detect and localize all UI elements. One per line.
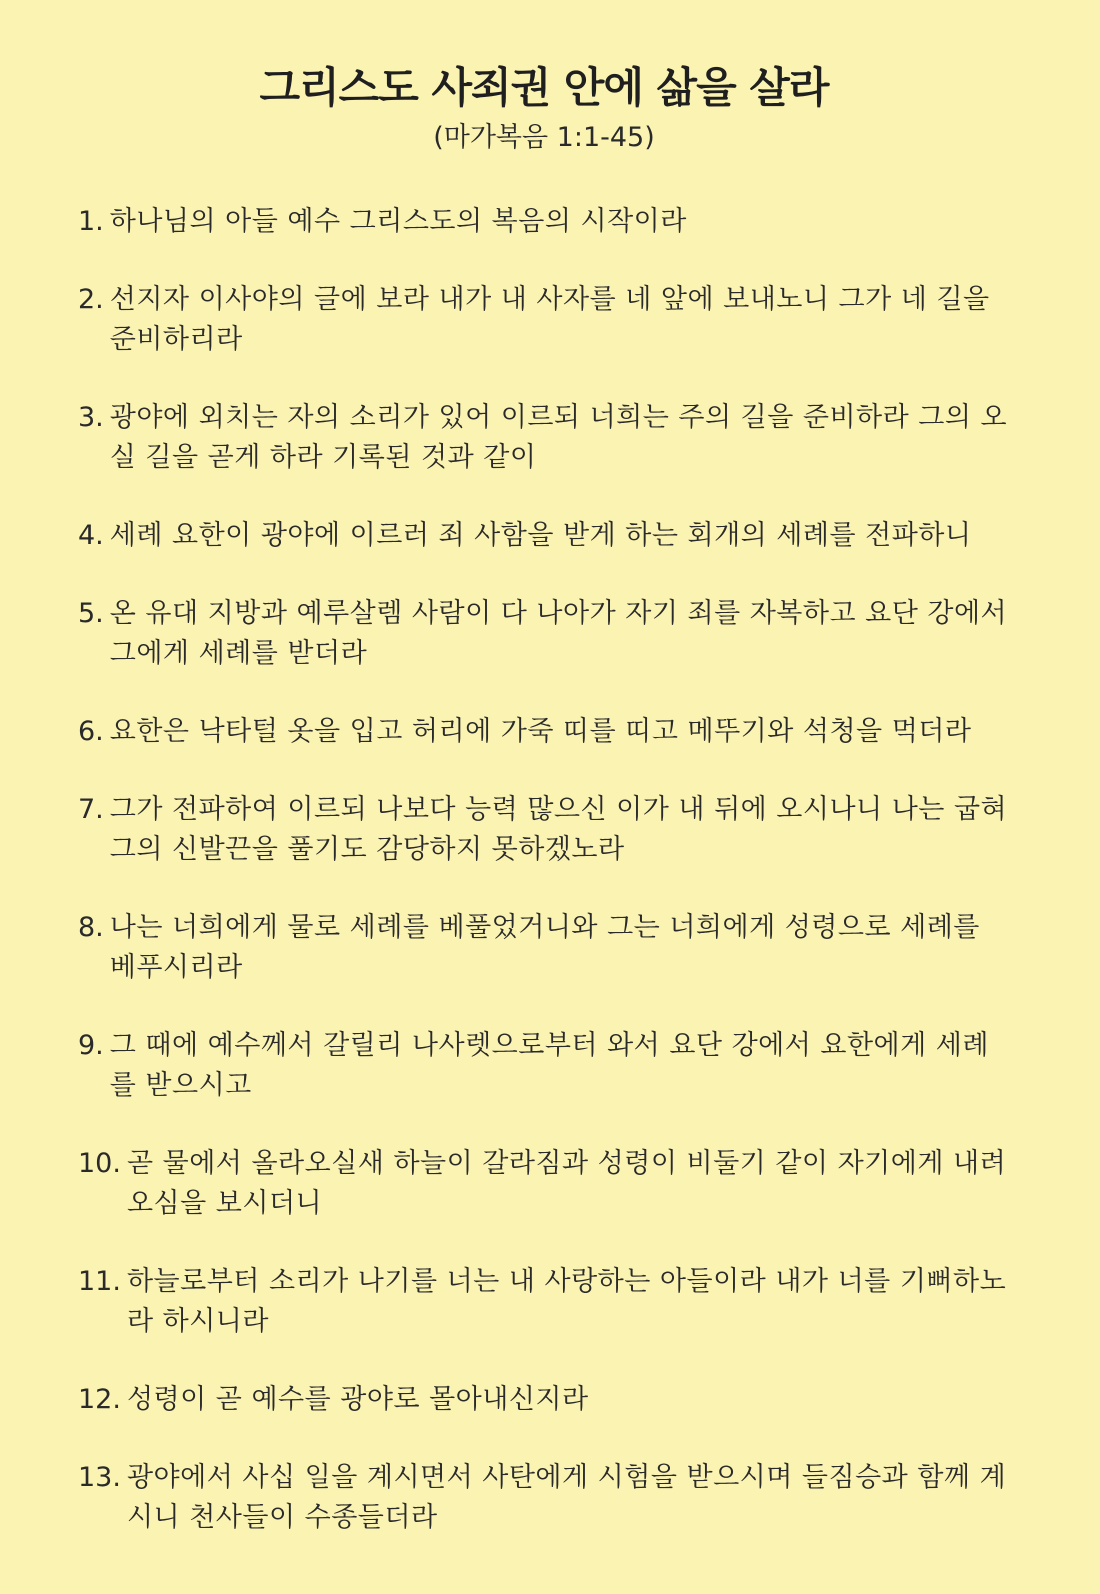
verse-number: 5. (78, 598, 104, 629)
scripture-reference: (마가복음 1:1-45) (433, 122, 655, 153)
verse-item (78, 790, 1010, 870)
verse-text: 광야에 외치는 자의 소리가 있어 이르되 너희는 주의 길을 준비하라 그의 오실 길을 곧게 하라 기록된 것과 같이 (109, 402, 1008, 473)
verse-item (78, 1380, 1010, 1420)
verse-number: 11. (78, 1266, 121, 1297)
verse-item (78, 712, 1010, 752)
verse-item (78, 1026, 1010, 1106)
verse-number: 2. (78, 284, 104, 315)
verse-number: 12. (78, 1384, 121, 1415)
verse-item (78, 398, 1010, 478)
verse-item (78, 908, 1010, 988)
verse-item (78, 594, 1010, 674)
verse-item (78, 1144, 1010, 1224)
verse-number: 8. (78, 912, 104, 943)
verse-text: 그 때에 예수께서 갈릴리 나사렛으로부터 와서 요단 강에서 요한에게 세례를 받으시고 (109, 1030, 989, 1101)
verse-list (78, 202, 1010, 1538)
verse-item (78, 1458, 1010, 1538)
verse-number: 6. (78, 716, 104, 747)
verse-item (78, 1262, 1010, 1342)
verse-item (78, 202, 1010, 242)
verse-text: 세례 요한이 광야에 이르러 죄 사함을 받게 하는 회개의 세례를 전파하니 (109, 520, 972, 551)
verse-number: 7. (78, 794, 104, 825)
verse-number: 4. (78, 520, 104, 551)
verse-number: 13. (78, 1462, 121, 1493)
verse-text: 하나님의 아들 예수 그리스도의 복음의 시작이라 (109, 206, 687, 237)
verse-text: 광야에서 사십 일을 계시면서 사탄에게 시험을 받으시며 들짐승과 함께 계시니 천사들이 수종들더라 (126, 1462, 1007, 1533)
verse-text: 그가 전파하여 이르되 나보다 능력 많으신 이가 내 뒤에 오시나니 나는 굽혀 그의 신발끈을 풀기도 감당하지 못하겠노라 (109, 794, 1008, 865)
verse-text: 선지자 이사야의 글에 보라 내가 내 사자를 네 앞에 보내노니 그가 네 길을 준비하리라 (109, 284, 990, 355)
verse-item (78, 516, 1010, 556)
verse-text: 성령이 곧 예수를 광야로 몰아내신지라 (126, 1384, 589, 1415)
page-title: 그리스도 사죄권 안에 삶을 살라 (259, 63, 829, 112)
verse-text: 하늘로부터 소리가 나기를 너는 내 사랑하는 아들이라 내가 너를 기뻐하노라 하시니라 (126, 1266, 1007, 1337)
verse-number: 1. (78, 206, 104, 237)
verse-item (78, 280, 1010, 360)
verse-text: 온 유대 지방과 예루살렘 사람이 다 나아가 자기 죄를 자복하고 요단 강에서 그에게 세례를 받더라 (109, 598, 1008, 669)
verse-text: 나는 너희에게 물로 세례를 베풀었거니와 그는 너희에게 성령으로 세례를 베푸시리라 (109, 912, 980, 983)
verse-number: 10. (78, 1148, 121, 1179)
verse-text: 곧 물에서 올라오실새 하늘이 갈라짐과 성령이 비둘기 같이 자기에게 내려오심을 보시더니 (126, 1148, 1007, 1219)
verse-text: 요한은 낙타털 옷을 입고 허리에 가죽 띠를 띠고 메뚜기와 석청을 먹더라 (109, 716, 972, 747)
verse-number: 9. (78, 1030, 104, 1061)
verse-number: 3. (78, 402, 104, 433)
